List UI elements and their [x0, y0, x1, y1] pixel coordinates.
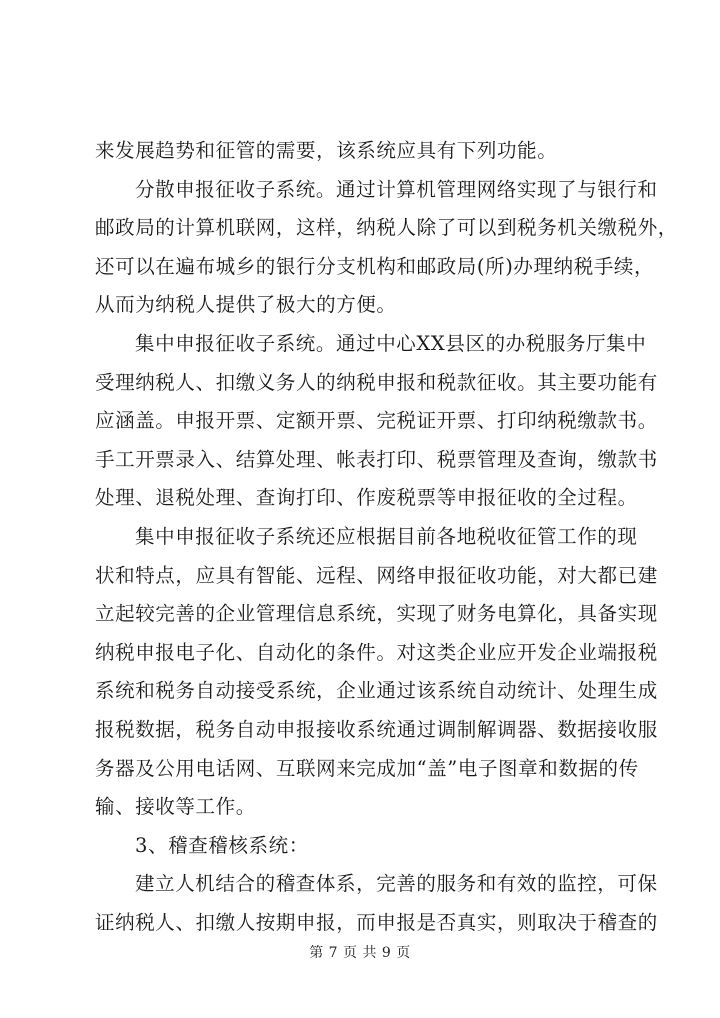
text-line: 受理纳税人、扣缴义务人的纳税申报和税款征收。其主要功能有 [95, 370, 658, 394]
text-line: 邮政局的计算机联网，这样，纳税人除了可以到税务机关缴税外， [95, 216, 678, 240]
text-line: 状和特点，应具有智能、远程、网络申报征收功能，对大都已建 [95, 563, 658, 587]
text-line: 分散申报征收子系统。通过计算机管理网络实现了与银行和 [135, 177, 658, 201]
text-line: 务器及公用电话网、互联网来完成加“盖”电子图章和数据的传 [95, 756, 639, 780]
text-line: 纳税申报电子化、自动化的条件。对这类企业应开发企业端报税 [95, 640, 658, 664]
text-line: 报税数据，税务自动申报接收系统通过调制解调器、数据接收服 [95, 717, 658, 741]
text-line: 系统和税务自动接受系统，企业通过该系统自动统计、处理生成 [95, 679, 658, 703]
text-line: 来发展趋势和征管的需要，该系统应具有下列功能。 [95, 139, 558, 162]
text-line: 输、接收等工作。 [95, 795, 256, 819]
text-line: 处理、退税处理、查询打印、作废税票等申报征收的全过程。 [95, 486, 638, 510]
text-line: 3、稽查稽核系统： [135, 833, 309, 857]
document-body [95, 132, 678, 942]
text-line: 建立人机结合的稽查体系，完善的服务和有效的监控，可保 [135, 872, 658, 896]
text-line: 手工开票录入、结算处理、帐表打印、税票管理及查询，缴款书 [95, 447, 658, 471]
text-line: 还可以在遍布城乡的银行分支机构和邮政局(所)办理纳税手续， [95, 254, 655, 278]
text-line: 应涵盖。申报开票、定额开票、完税证开票、打印纳税缴款书。 [95, 409, 658, 433]
text-line: 证纳税人、扣缴人按期申报，而申报是否真实，则取决于稽查的 [95, 910, 658, 934]
text-line: 集中申报征收子系统还应根据目前各地税收征管工作的现 [135, 524, 638, 548]
page-footer: 第 7 页 共 9 页 [309, 945, 411, 961]
text-line: 从而为纳税人提供了极大的方便。 [95, 293, 397, 317]
text-line: 集中申报征收子系统。通过中心XX县区的办税服务厅集中 [135, 331, 647, 355]
text-line: 立起较完善的企业管理信息系统，实现了财务电算化，具备实现 [95, 602, 658, 626]
